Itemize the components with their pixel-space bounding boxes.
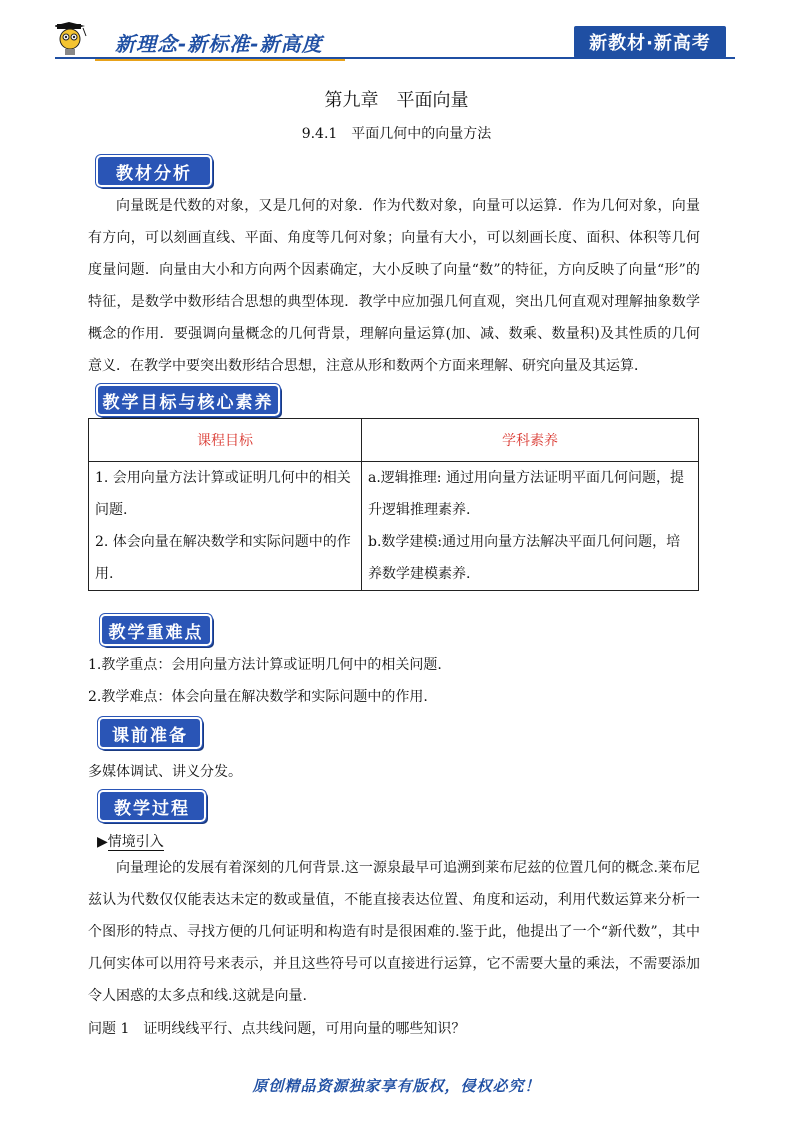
process-text — [88, 852, 700, 1012]
preparation-text: 多媒体调试、讲义分发。 — [88, 764, 242, 780]
key-point-1: 1.教学重点：会用向量方法计算或证明几何中的相关问题. — [88, 657, 442, 673]
header-logo — [55, 22, 355, 62]
key-point-2: 2.教学难点：体会向量在解决数学和实际问题中的作用. — [88, 689, 428, 705]
tag-process: 教学过程 — [98, 790, 206, 822]
section-title: 9.4.1 平面几何中的向量方法 — [301, 126, 492, 142]
process-paragraph: 向量理论的发展有着深刻的几何背景.这一源泉最早可追溯到莱布尼兹的位置几何的概念.莱布尼兹认为代数仅仅能表达未定的数或量值，不能直接表达位置、角度和运动，利用代数运算来分析一个图形的特点、寻找方便的几何证明和构造有时是很困难的.鉴于此，他提出了一个“新代数”，其中几何实体可以用符号来表示，并且这些符号可以直接进行运算，它不需要大量的乘法，不需要添加令人困惑的太多点和线.这就是向量. — [88, 860, 700, 1004]
goals-literacy-cell — [362, 462, 699, 591]
tag-goals: 教学目标与核心素养 — [96, 384, 280, 416]
tag-preparation: 课前准备 — [98, 717, 202, 749]
subheading-label: 情境引入 — [107, 834, 164, 850]
subheading-scenario — [97, 831, 164, 851]
triangle-marker-icon: ▶ — [97, 834, 108, 850]
lightbulb-mascot-icon — [55, 22, 89, 60]
header-accent-rule — [95, 59, 345, 61]
chapter-title: 第九章 平面向量 — [324, 90, 469, 111]
question-1: 问题 1 证明线线平行、点共线问题，可用向量的哪些知识？ — [88, 1021, 466, 1037]
tag-material-analysis: 教材分析 — [96, 155, 212, 187]
footer-copyright: 原创精品资源独家享有版权，侵权必究！ — [252, 1077, 541, 1095]
goals-course-item: 1. 会用向量方法计算或证明几何中的相关问题. — [95, 470, 351, 518]
goals-course-cell — [89, 462, 362, 591]
goals-literacy-item: b.数学建模:通过用向量方法解决平面几何问题，培养数学建模素养. — [368, 534, 681, 582]
material-analysis-paragraph: 向量既是代数的对象，又是几何的对象．作为代数对象，向量可以运算．作为几何对象，向量有方向，可以刻画直线、平面、角度等几何对象；向量有大小，可以刻画长度、面积、体积等几何度量问题．向量由大小和方向两个因素确定，大小反映了向量“数”的特征，方向反映了向量“形”的特征，是数学中数形结合思想的典型体现．教学中应加强几何直观，突出几何直观对理解抽象数学概念的作用．要强调向量概念的几何背景，理解向量运算(加、减、数乘、数量积)及其性质的几何意义．在教学中要突出数形结合思想，注意从形和数两个方面来理解、研究向量及其运算． — [88, 198, 700, 374]
tag-key-points: 教学重难点 — [100, 614, 212, 646]
header-slogan: 新理念-新标准-新高度 — [115, 32, 323, 56]
goals-course-item: 2. 体会向量在解决数学和实际问题中的作用. — [95, 534, 351, 582]
material-analysis-text — [88, 190, 700, 382]
goals-table — [88, 418, 699, 591]
goals-header-literacy: 学科素养 — [362, 419, 699, 462]
brand-badge: 新教材·新高考 — [574, 26, 726, 58]
goals-header-course: 课程目标 — [89, 419, 362, 462]
goals-literacy-item: a.逻辑推理: 通过用向量方法证明平面几何问题，提升逻辑推理素养. — [368, 470, 684, 518]
